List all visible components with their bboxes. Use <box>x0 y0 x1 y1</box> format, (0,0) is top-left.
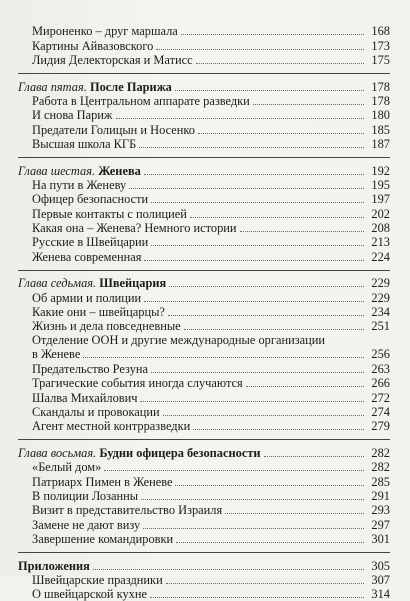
toc-entry: Первые контакты с полицией 202 <box>32 206 390 221</box>
toc-entry: Трагические события иногда случаются 266 <box>32 376 390 391</box>
toc-entry: Отделение ООН и другие международные организации в Женеве 256 <box>32 333 390 362</box>
table-of-contents <box>18 24 390 601</box>
chapter-heading: Приложения 305 <box>18 558 390 573</box>
toc-entry: Завершение командировки 301 <box>32 532 390 547</box>
section-divider <box>18 439 390 440</box>
toc-entry: Замене не дают визу 297 <box>32 517 390 532</box>
toc-entry: Визит в представительство Израиля 293 <box>32 503 390 518</box>
toc-entry: Патриарх Пимен в Женеве 285 <box>32 474 390 489</box>
chapter-heading: Глава восьмая. Будни офицера безопасности 282 <box>18 445 390 460</box>
toc-entry: О швейцарской кухне 314 <box>32 587 390 601</box>
chapter-heading: Глава шестая. Женева 192 <box>18 163 390 178</box>
section-divider <box>18 552 390 553</box>
toc-entry: Высшая школа КГБ 187 <box>32 137 390 152</box>
toc-entry: Предательство Резуна 263 <box>32 361 390 376</box>
toc-entry: На пути в Женеву 195 <box>32 177 390 192</box>
toc-entry: «Белый дом» 282 <box>32 460 390 475</box>
chapter-heading: Глава седьмая. Швейцария 229 <box>18 276 390 291</box>
toc-entry: В полиции Лозанны 291 <box>32 488 390 503</box>
toc-entry: Мироненко – друг маршала 168 <box>32 24 390 39</box>
toc-entry: Какая она – Женева? Немного истории 208 <box>32 221 390 236</box>
toc-entry: Скандалы и провокации 274 <box>32 404 390 419</box>
section-divider <box>18 157 390 158</box>
toc-entry: Швейцарские праздники 307 <box>32 572 390 587</box>
toc-entry: Офицер безопасности 197 <box>32 192 390 207</box>
section-divider <box>18 73 390 74</box>
toc-entry: Агент местной контрразведки 279 <box>32 419 390 434</box>
toc-entry: Русские в Швейцарии 213 <box>32 235 390 250</box>
toc-entry: И снова Париж 180 <box>32 108 390 123</box>
toc-entry: Предатели Голицын и Носенко 185 <box>32 122 390 137</box>
toc-entry: Шалва Михайлович 272 <box>32 390 390 405</box>
section-divider <box>18 270 390 271</box>
toc-entry: Женева современная 224 <box>32 249 390 264</box>
chapter-heading: Глава пятая. После Парижа 178 <box>18 79 390 94</box>
toc-entry: Какие они – швейцарцы? 234 <box>32 305 390 320</box>
toc-entry: Лидия Делекторская и Матисс 175 <box>32 53 390 68</box>
toc-entry: Картины Айвазовского 173 <box>32 38 390 53</box>
toc-entry: Об армии и полиции 229 <box>32 290 390 305</box>
toc-entry: Жизнь и дела повседневные 251 <box>32 319 390 334</box>
toc-entry: Работа в Центральном аппарате разведки 178 <box>32 93 390 108</box>
